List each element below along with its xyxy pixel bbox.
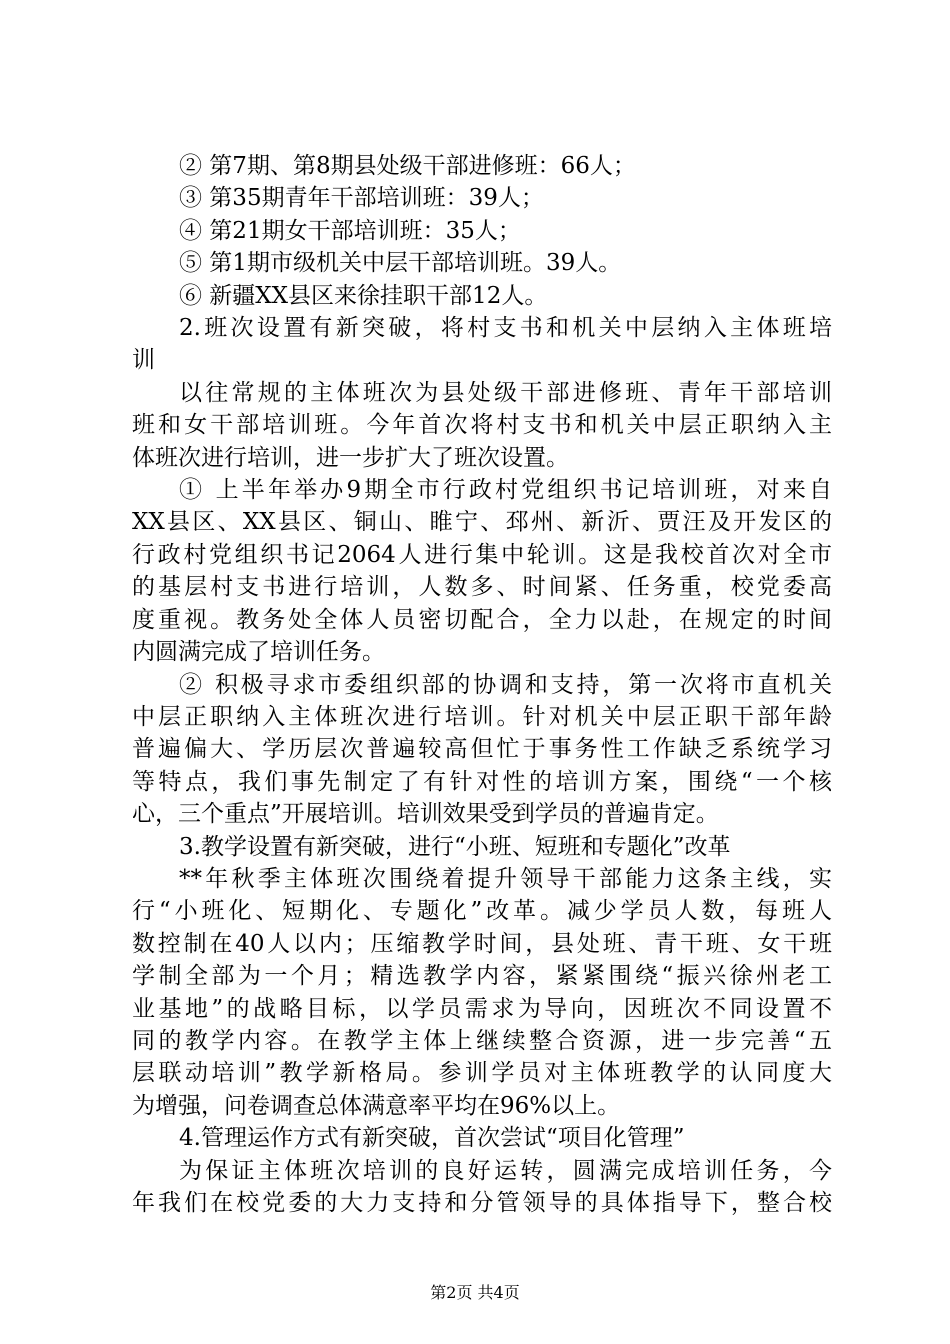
paragraph-line: ① 上半年举办9期全市行政村党组织书记培训班，对来自	[179, 477, 832, 504]
paragraph-line: 中层正职纳入主体班次进行培训。针对机关中层正职干部年龄	[132, 703, 832, 730]
paragraph-line: 度重视。教务处全体人员密切配合，全力以赴，在规定的时间	[132, 606, 832, 633]
section-heading: 4.管理运作方式有新突破，首次尝试“项目化管理”	[179, 1125, 685, 1152]
paragraph-line: 为保证主体班次培训的良好运转，圆满完成培训任务，今	[179, 1157, 832, 1184]
list-item: ⑥ 新疆XX县区来徐挂职干部12人。	[179, 282, 548, 309]
list-item: ④ 第21期女干部培训班：35人；	[179, 217, 521, 244]
paragraph-line: 数控制在40人以内；压缩教学时间，县处班、青干班、女干班	[132, 930, 832, 957]
paragraph-line: 年我们在校党委的大力支持和分管领导的具体指导下，整合校	[132, 1190, 832, 1216]
paragraph-line: 业基地”的战略目标，以学员需求为导向，因班次不同设置不	[132, 995, 832, 1022]
paragraph-line: 体班次进行培训，进一步扩大了班次设置。	[132, 444, 569, 471]
paragraph-line: 学制全部为一个月；精选教学内容，紧紧围绕“振兴徐州老工	[132, 963, 832, 990]
paragraph-line: 的基层村支书进行培训，人数多、时间紧、任务重，校党委高	[132, 574, 832, 601]
paragraph-line: 班和女干部培训班。今年首次将村支书和机关中层正职纳入主	[132, 412, 832, 439]
paragraph-line: 同的教学内容。在教学主体上继续整合资源，进一步完善“五	[132, 1027, 832, 1054]
paragraph-line: 等特点，我们事先制定了有针对性的培训方案，围绕“一个核	[132, 768, 832, 795]
list-item: ② 第7期、第8期县处级干部进修班：66人；	[179, 153, 636, 179]
section-heading-continued: 训	[132, 347, 155, 374]
section-heading: 2.班次设置有新突破，将村支书和机关中层纳入主体班培	[179, 315, 832, 342]
paragraph-line: XX县区、XX县区、铜山、睢宁、邳州、新沂、贾汪及开发区的	[132, 509, 832, 536]
page-number-footer: 第2页 共4页	[430, 1283, 520, 1302]
section-heading: 3.教学设置有新突破，进行“小班、短班和专题化”改革	[179, 833, 731, 860]
paragraph-line: 层联动培训”教学新格局。参训学员对主体班教学的认同度大	[132, 1060, 832, 1087]
list-item: ⑤ 第1期市级机关中层干部培训班。39人。	[179, 250, 622, 277]
paragraph-line: 以往常规的主体班次为县处级干部进修班、青年干部培训	[179, 379, 832, 406]
document-body	[132, 150, 832, 1219]
paragraph-line: **年秋季主体班次围绕着提升领导干部能力这条主线，实	[179, 865, 832, 892]
paragraph-line: 为增强，问卷调查总体满意率平均在96%以上。	[132, 1092, 621, 1119]
list-item: ③ 第35期青年干部培训班：39人；	[179, 185, 544, 212]
paragraph-line: 普遍偏大、学历层次普遍较高但忙于事务性工作缺乏系统学习	[132, 736, 832, 763]
paragraph-line: 行“小班化、短期化、专题化”改革。减少学员人数，每班人	[132, 898, 832, 925]
paragraph-line: 心，三个重点”开展培训。培训效果受到学员的普遍肯定。	[132, 801, 719, 828]
paragraph-line: 行政村党组织书记2064人进行集中轮训。这是我校首次对全市	[132, 541, 832, 568]
paragraph-line: ② 积极寻求市委组织部的协调和支持，第一次将市直机关	[179, 671, 832, 698]
paragraph-line: 内圆满完成了培训任务。	[132, 639, 385, 666]
